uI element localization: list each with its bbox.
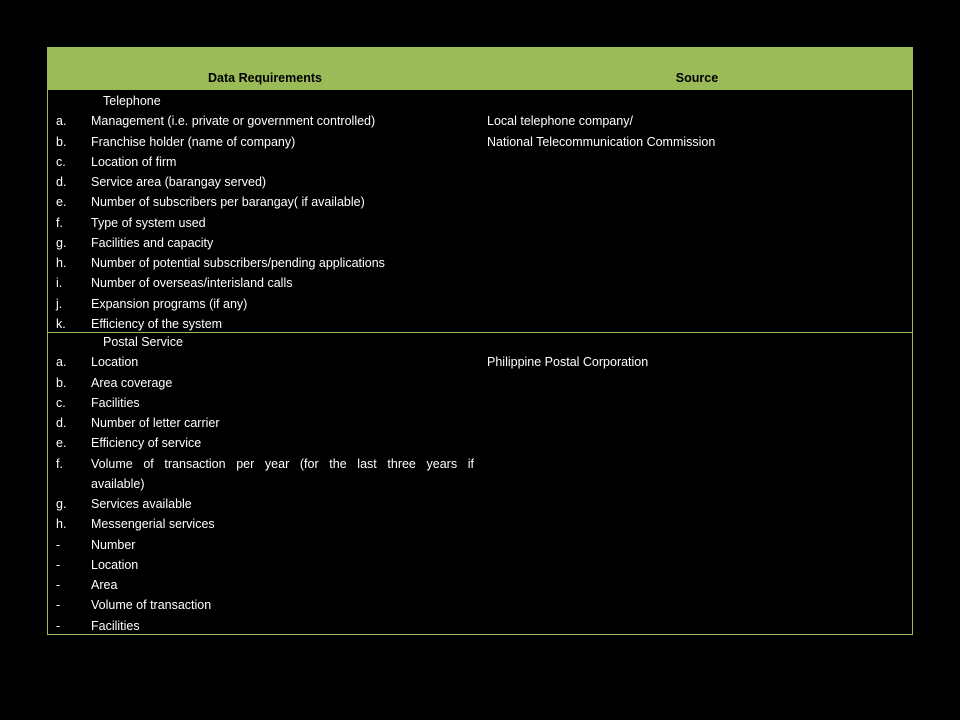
item-letter: h. <box>56 256 67 270</box>
item-text: Efficiency of service <box>91 436 202 450</box>
item-text: Number <box>91 538 136 552</box>
item-letter: a. <box>56 355 67 369</box>
item-letter: j. <box>56 297 63 311</box>
item-text: Number of potential subscribers/pending applications <box>91 256 385 270</box>
item-letter: i. <box>56 276 63 290</box>
item-text: Area <box>91 578 118 592</box>
item-letter: k. <box>56 317 66 331</box>
item-letter: e. <box>56 436 67 450</box>
item-text: Type of system used <box>91 216 206 230</box>
item-text: Management (i.e. private or government controlled) <box>91 114 376 128</box>
item-letter: b. <box>56 135 67 149</box>
item-text: Service area (barangay served) <box>91 175 267 189</box>
section-title-postal: Postal Service <box>103 335 183 349</box>
item-text: Number of subscribers per barangay( if available) <box>91 195 365 209</box>
item-text: Volume of transaction per year (for the last three years if <box>91 457 474 471</box>
item-letter: f. <box>56 457 63 471</box>
item-text: Franchise holder (name of company) <box>91 135 296 149</box>
item-text: Volume of transaction <box>91 598 212 612</box>
item-text: Expansion programs (if any) <box>91 297 248 311</box>
item-text: Location <box>91 558 139 572</box>
source-postal-corporation: Philippine Postal Corporation <box>487 355 649 369</box>
source-ntc: National Telecommunication Commission <box>487 135 716 149</box>
header-source: Source <box>675 71 719 85</box>
item-text: Facilities <box>91 396 140 410</box>
item-text: Services available <box>91 497 192 511</box>
item-letter: d. <box>56 416 67 430</box>
item-letter: a. <box>56 114 67 128</box>
item-letter: f. <box>56 216 63 230</box>
item-letter: g. <box>56 497 67 511</box>
item-text: Area coverage <box>91 376 173 390</box>
section-title-telephone: Telephone <box>103 94 161 108</box>
telephone-section <box>48 90 912 331</box>
item-letter: c. <box>56 155 66 169</box>
item-text: Facilities and capacity <box>91 236 214 250</box>
item-text: Number of letter carrier <box>91 416 220 430</box>
source-telephone-company: Local telephone company/ <box>487 114 633 128</box>
item-letter: - <box>56 558 61 572</box>
item-letter: h. <box>56 517 67 531</box>
item-letter: - <box>56 619 61 633</box>
item-letter: d. <box>56 175 67 189</box>
header-data-requirements: Data Requirements <box>208 71 322 85</box>
item-text: available) <box>91 477 145 491</box>
item-letter: e. <box>56 195 67 209</box>
item-letter: - <box>56 598 61 612</box>
item-text: Messengerial services <box>91 517 215 531</box>
item-text: Facilities <box>91 619 140 633</box>
item-text: Location of firm <box>91 155 177 169</box>
item-letter: g. <box>56 236 67 250</box>
postal-section <box>48 332 912 635</box>
item-text: Location <box>91 355 139 369</box>
table-header-row <box>48 48 912 90</box>
item-letter: b. <box>56 376 67 390</box>
item-letter: c. <box>56 396 66 410</box>
item-text: Number of overseas/interisland calls <box>91 276 293 290</box>
item-letter: - <box>56 538 61 552</box>
data-requirements-table <box>47 47 913 635</box>
item-text: Efficiency of the system <box>91 317 223 331</box>
item-letter: - <box>56 578 61 592</box>
